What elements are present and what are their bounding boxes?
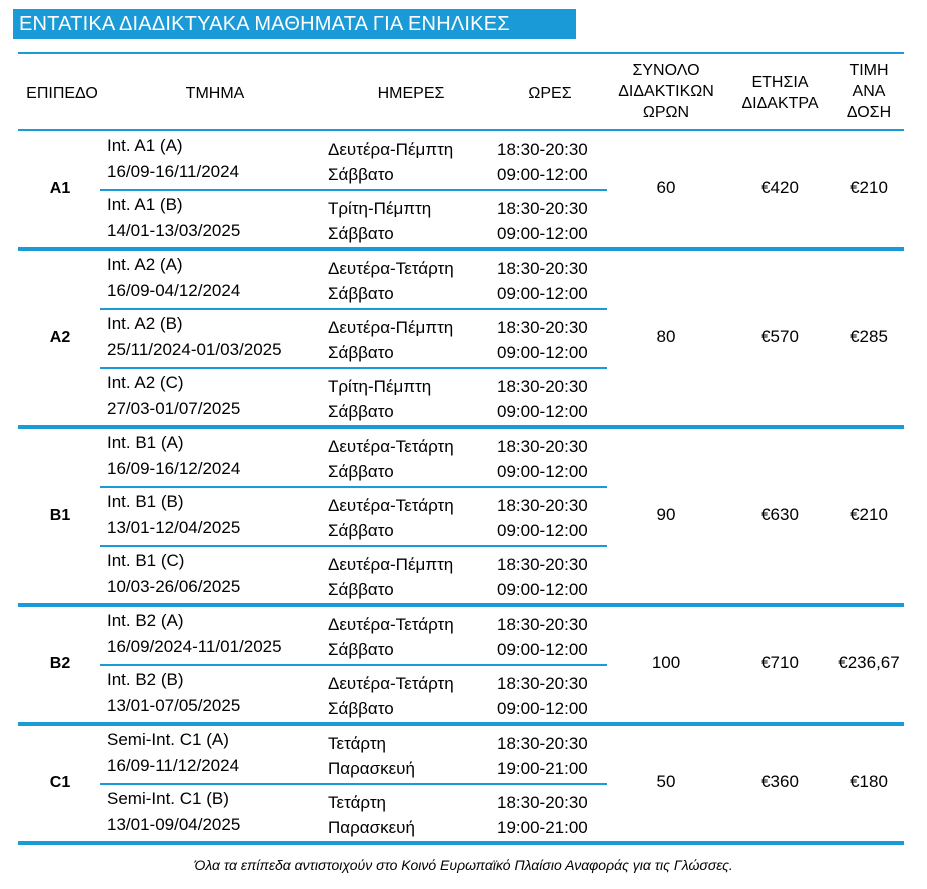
group-hours-weekend: 09:00-12:00 bbox=[497, 699, 588, 718]
group-dates: 25/11/2024-01/03/2025 bbox=[107, 340, 282, 359]
group-dates: 13/01-09/04/2025 bbox=[107, 815, 241, 834]
group-divider bbox=[100, 308, 607, 310]
level-label: B1 bbox=[49, 506, 71, 524]
header-top-rule bbox=[18, 52, 904, 54]
installment-value: €210 bbox=[850, 178, 888, 197]
group-days-weekend: Σάββατο bbox=[328, 699, 394, 718]
group-dates: 13/01-07/05/2025 bbox=[107, 696, 241, 715]
group-hours-weekday: 18:30-20:30 bbox=[497, 674, 588, 693]
group-hours-weekend: 09:00-12:00 bbox=[497, 521, 588, 540]
group-name: Int. B2 (B) bbox=[107, 670, 184, 689]
annual-fee-value: €710 bbox=[761, 653, 799, 672]
group-hours-weekend: 09:00-12:00 bbox=[497, 402, 588, 421]
group-hours-weekday: 18:30-20:30 bbox=[497, 793, 588, 812]
header-total-hours bbox=[606, 60, 726, 123]
total-hours-value: 90 bbox=[656, 504, 676, 524]
group-days-weekday: Τετάρτη bbox=[328, 793, 386, 812]
group-days-weekday: Δευτέρα-Τετάρτη bbox=[328, 674, 454, 693]
group-name: Semi-Int. C1 (B) bbox=[107, 789, 229, 808]
group-hours-weekday: 18:30-20:30 bbox=[497, 555, 588, 574]
group-divider bbox=[100, 189, 607, 191]
total-hours-value: 50 bbox=[656, 772, 676, 791]
installment-value: €180 bbox=[850, 772, 888, 791]
group-name: Int. A1 (A) bbox=[107, 136, 183, 155]
group-hours-weekend: 09:00-12:00 bbox=[497, 343, 588, 362]
group-name: Int. B1 (C) bbox=[107, 551, 185, 570]
group-hours-weekend: 09:00-12:00 bbox=[497, 284, 588, 303]
group-hours-weekend: 09:00-12:00 bbox=[497, 580, 588, 599]
annual-fee-value: €360 bbox=[761, 772, 799, 791]
group-days-weekday: Δευτέρα-Πέμπτη bbox=[328, 555, 454, 574]
header-installment-line3: ΔΟΣΗ bbox=[846, 104, 892, 121]
group-days-weekend: Σάββατο bbox=[328, 462, 394, 481]
group-dates: 13/01-12/04/2025 bbox=[107, 518, 241, 537]
group-days-weekday: Τετάρτη bbox=[328, 734, 386, 753]
group-dates: 14/01-13/03/2025 bbox=[107, 221, 241, 240]
installment-value: €210 bbox=[850, 504, 888, 524]
group-days-weekend: Παρασκευή bbox=[328, 759, 415, 778]
group-divider bbox=[100, 486, 607, 488]
header-total-line3: ΩΡΩΝ bbox=[642, 104, 690, 121]
group-divider bbox=[100, 664, 607, 666]
group-dates: 16/09-16/12/2024 bbox=[107, 459, 241, 478]
group-name: Semi-Int. C1 (A) bbox=[107, 730, 229, 749]
group-days-weekend: Σάββατο bbox=[328, 580, 394, 599]
group-hours-weekend: 19:00-21:00 bbox=[497, 818, 588, 837]
annual-fee-value: €420 bbox=[761, 178, 799, 197]
group-hours-weekday: 18:30-20:30 bbox=[497, 437, 588, 456]
level-label: B2 bbox=[49, 655, 71, 672]
group-days-weekend: Σάββατο bbox=[328, 165, 394, 184]
group-hours-weekend: 19:00-21:00 bbox=[497, 759, 588, 778]
group-dates: 16/09-16/11/2024 bbox=[107, 162, 240, 181]
group-hours-weekday: 18:30-20:30 bbox=[497, 377, 588, 396]
level-label: A2 bbox=[49, 328, 71, 346]
group-hours-weekend: 09:00-12:00 bbox=[497, 462, 588, 481]
group-days-weekend: Παρασκευή bbox=[328, 818, 415, 837]
level-divider bbox=[18, 841, 904, 845]
group-hours-weekend: 09:00-12:00 bbox=[497, 640, 588, 659]
group-hours-weekday: 18:30-20:30 bbox=[497, 199, 588, 218]
group-hours-weekend: 09:00-12:00 bbox=[497, 224, 588, 243]
group-dates: 16/09-04/12/2024 bbox=[107, 281, 241, 300]
group-days-weekend: Σάββατο bbox=[328, 224, 394, 243]
group-name: Int. B2 (A) bbox=[107, 611, 184, 630]
installment-value: €285 bbox=[850, 326, 888, 346]
group-hours-weekday: 18:30-20:30 bbox=[497, 615, 588, 634]
header-installment bbox=[830, 60, 908, 123]
group-name: Int. A1 (B) bbox=[107, 195, 183, 214]
group-divider bbox=[100, 545, 607, 547]
group-hours-weekday: 18:30-20:30 bbox=[497, 140, 588, 159]
level-divider bbox=[18, 722, 904, 726]
header-total-line1: ΣΥΝΟΛΟ bbox=[632, 62, 700, 79]
level-label: C1 bbox=[49, 774, 71, 791]
total-hours-value: 100 bbox=[651, 653, 681, 672]
group-days-weekday: Δευτέρα-Τετάρτη bbox=[328, 259, 454, 278]
header-installment-line2: ΑΝΑ bbox=[852, 83, 886, 100]
header-total-line2: ΔΙΔΑΚΤΙΚΩΝ bbox=[618, 83, 714, 100]
group-days-weekday: Τρίτη-Πέμπτη bbox=[328, 377, 432, 396]
footnote: Όλα τα επίπεδα αντιστοιχούν στο Κοινό Ευρωπαϊκό Πλαίσιο Αναφοράς για τις Γλώσσες. bbox=[194, 857, 733, 873]
group-divider bbox=[100, 367, 607, 369]
group-name: Int. A2 (C) bbox=[107, 373, 184, 392]
group-name: Int. B1 (A) bbox=[107, 433, 184, 452]
group-hours-weekday: 18:30-20:30 bbox=[497, 496, 588, 515]
level-divider bbox=[18, 603, 904, 607]
total-hours-value: 60 bbox=[656, 178, 676, 197]
header-section: ΤΜΗΜΑ bbox=[185, 85, 245, 102]
group-days-weekend: Σάββατο bbox=[328, 521, 394, 540]
group-days-weekday: Δευτέρα-Πέμπτη bbox=[328, 140, 454, 159]
group-hours-weekday: 18:30-20:30 bbox=[497, 259, 588, 278]
level-divider bbox=[18, 425, 904, 429]
group-days-weekend: Σάββατο bbox=[328, 284, 394, 303]
group-days-weekend: Σάββατο bbox=[328, 343, 394, 362]
level-label: A1 bbox=[49, 180, 71, 197]
group-hours-weekend: 09:00-12:00 bbox=[497, 165, 588, 184]
annual-fee-value: €570 bbox=[761, 326, 799, 346]
header-installment-line1: ΤΙΜΗ bbox=[849, 62, 889, 79]
group-name: Int. A2 (B) bbox=[107, 314, 183, 333]
page-title: ΕΝΤΑΤΙΚΑ ΔΙΑΔΙΚΤΥΑΚΑ ΜΑΘΗΜΑΤΑ ΓΙΑ ΕΝΗΛΙΚΕΣ bbox=[13, 9, 576, 39]
header-level: ΕΠΙΠΕΔΟ bbox=[26, 85, 98, 102]
header-bottom-rule bbox=[18, 129, 904, 131]
group-hours-weekday: 18:30-20:30 bbox=[497, 318, 588, 337]
group-name: Int. A2 (A) bbox=[107, 255, 183, 274]
header-annual-fee bbox=[730, 72, 830, 114]
installment-value: €236,67 bbox=[838, 653, 900, 672]
group-divider bbox=[100, 783, 607, 785]
group-days-weekday: Δευτέρα-Τετάρτη bbox=[328, 615, 454, 634]
group-dates: 27/03-01/07/2025 bbox=[107, 399, 241, 418]
group-days-weekday: Τρίτη-Πέμπτη bbox=[328, 199, 432, 218]
total-hours-value: 80 bbox=[656, 326, 676, 346]
group-name: Int. B1 (B) bbox=[107, 492, 184, 511]
annual-fee-value: €630 bbox=[761, 504, 799, 524]
group-dates: 16/09/2024-11/01/2025 bbox=[107, 637, 282, 656]
group-days-weekday: Δευτέρα-Τετάρτη bbox=[328, 496, 454, 515]
group-days-weekend: Σάββατο bbox=[328, 402, 394, 421]
group-days-weekend: Σάββατο bbox=[328, 640, 394, 659]
header-hours: ΩΡΕΣ bbox=[528, 85, 572, 102]
group-dates: 10/03-26/06/2025 bbox=[107, 577, 241, 596]
group-dates: 16/09-11/12/2024 bbox=[107, 756, 240, 775]
header-days: ΗΜΕΡΕΣ bbox=[377, 85, 445, 102]
header-fee-line1: ΕΤΗΣΙΑ bbox=[751, 74, 809, 91]
group-hours-weekday: 18:30-20:30 bbox=[497, 734, 588, 753]
group-days-weekday: Δευτέρα-Πέμπτη bbox=[328, 318, 454, 337]
header-fee-line2: ΔΙΔΑΚΤΡΑ bbox=[741, 95, 819, 112]
level-divider bbox=[18, 247, 904, 251]
group-days-weekday: Δευτέρα-Τετάρτη bbox=[328, 437, 454, 456]
